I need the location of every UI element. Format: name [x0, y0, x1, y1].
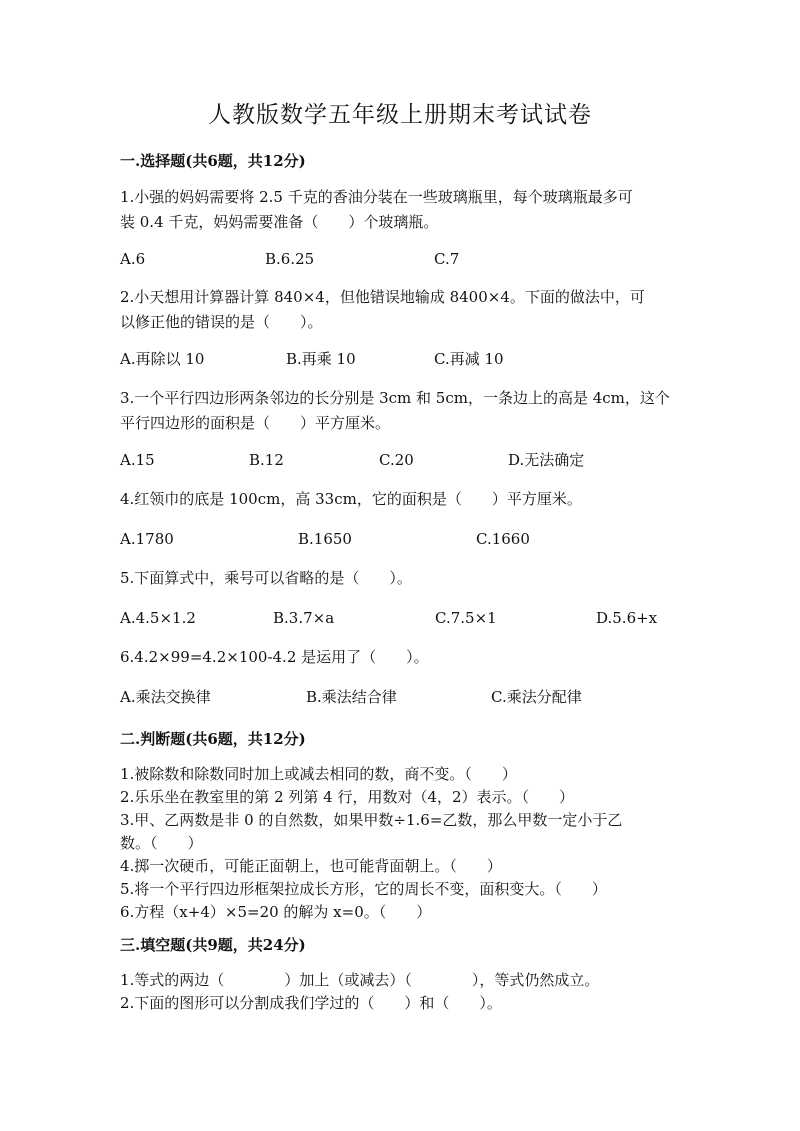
section-heading-judgment: 二.判断题(共6题，共12分): [120, 730, 306, 748]
fill-line-2: 2.下面的图形可以分割成我们学过的（ ）和（ ）。: [120, 994, 502, 1012]
section-heading-fill: 三.填空题(共9题，共24分): [120, 936, 306, 954]
question-4-line-1: 4.红领巾的底是 100cm，高 33cm，它的面积是（ ）平方厘米。: [120, 490, 582, 508]
question-3-line-1: 3.一个平行四边形两条邻边的长分别是 3cm 和 5cm，一条边上的高是 4cm，这个: [120, 389, 670, 407]
question-3-option-d: D.无法确定: [508, 451, 585, 469]
judgment-line-5: 5.将一个平行四边形框架拉成长方形，它的周长不变，面积变大。（ ）: [120, 880, 607, 898]
judgment-line-4: 4.掷一次硬币，可能正面朝上，也可能背面朝上。（ ）: [120, 857, 502, 875]
judgment-line-1: 1.被除数和除数同时加上或减去相同的数，商不变。（ ）: [120, 765, 517, 783]
question-1-option-b: B.6.25: [265, 250, 315, 268]
page-title: 人教版数学五年级上册期末考试试卷: [208, 102, 592, 128]
question-2-option-c: C.再减 10: [434, 350, 504, 368]
question-3-line-2: 平行四边形的面积是（ ）平方厘米。: [120, 414, 391, 432]
judgment-line-3: 3.甲、乙两数是非 0 的自然数，如果甲数÷1.6=乙数，那么甲数一定小于乙: [120, 811, 623, 829]
question-5-line-1: 5.下面算式中，乘号可以省略的是（ ）。: [120, 569, 412, 587]
question-2-option-a: A.再除以 10: [120, 350, 205, 368]
judgment-line-2: 2.乐乐坐在教室里的第 2 列第 4 行，用数对（4，2）表示。（ ）: [120, 788, 575, 806]
question-1-option-c: C.7: [434, 250, 460, 268]
question-1-line-1: 1.小强的妈妈需要将 2.5 千克的香油分装在一些玻璃瓶里，每个玻璃瓶最多可: [120, 188, 633, 206]
question-3-option-b: B.12: [249, 451, 284, 469]
question-1-option-a: A.6: [120, 250, 146, 268]
question-2-line-2: 以修正他的错误的是（ ）。: [120, 313, 323, 331]
fill-line-1: 1.等式的两边（ ）加上（或减去）（ ），等式仍然成立。: [120, 971, 600, 989]
question-5-option-c: C.7.5×1: [435, 609, 497, 627]
question-2-option-b: B.再乘 10: [286, 350, 356, 368]
judgment-line-6: 6.方程（x+4）×5=20 的解为 x=0。（ ）: [120, 903, 432, 921]
question-4-option-c: C.1660: [476, 530, 530, 548]
question-3-option-c: C.20: [379, 451, 414, 469]
question-3-option-a: A.15: [120, 451, 155, 469]
question-1-line-2: 装 0.4 千克，妈妈需要准备（ ）个玻璃瓶。: [120, 213, 439, 231]
question-5-option-d: D.5.6+x: [596, 609, 658, 627]
question-6-option-c: C.乘法分配律: [491, 688, 582, 706]
question-2-line-1: 2.小天想用计算器计算 840×4，但他错误地输成 8400×4。下面的做法中，可: [120, 288, 645, 306]
question-4-option-a: A.1780: [120, 530, 174, 548]
question-5-option-b: B.3.7×a: [273, 609, 335, 627]
judgment-line-3-cont: 数。（ ）: [120, 834, 203, 852]
question-6-option-b: B.乘法结合律: [306, 688, 397, 706]
question-5-option-a: A.4.5×1.2: [120, 609, 196, 627]
section-heading-choice: 一.选择题(共6题，共12分): [120, 152, 306, 170]
question-4-option-b: B.1650: [298, 530, 352, 548]
question-6-option-a: A.乘法交换律: [120, 688, 211, 706]
question-6-line-1: 6.4.2×99=4.2×100-4.2 是运用了（ ）。: [120, 648, 429, 666]
